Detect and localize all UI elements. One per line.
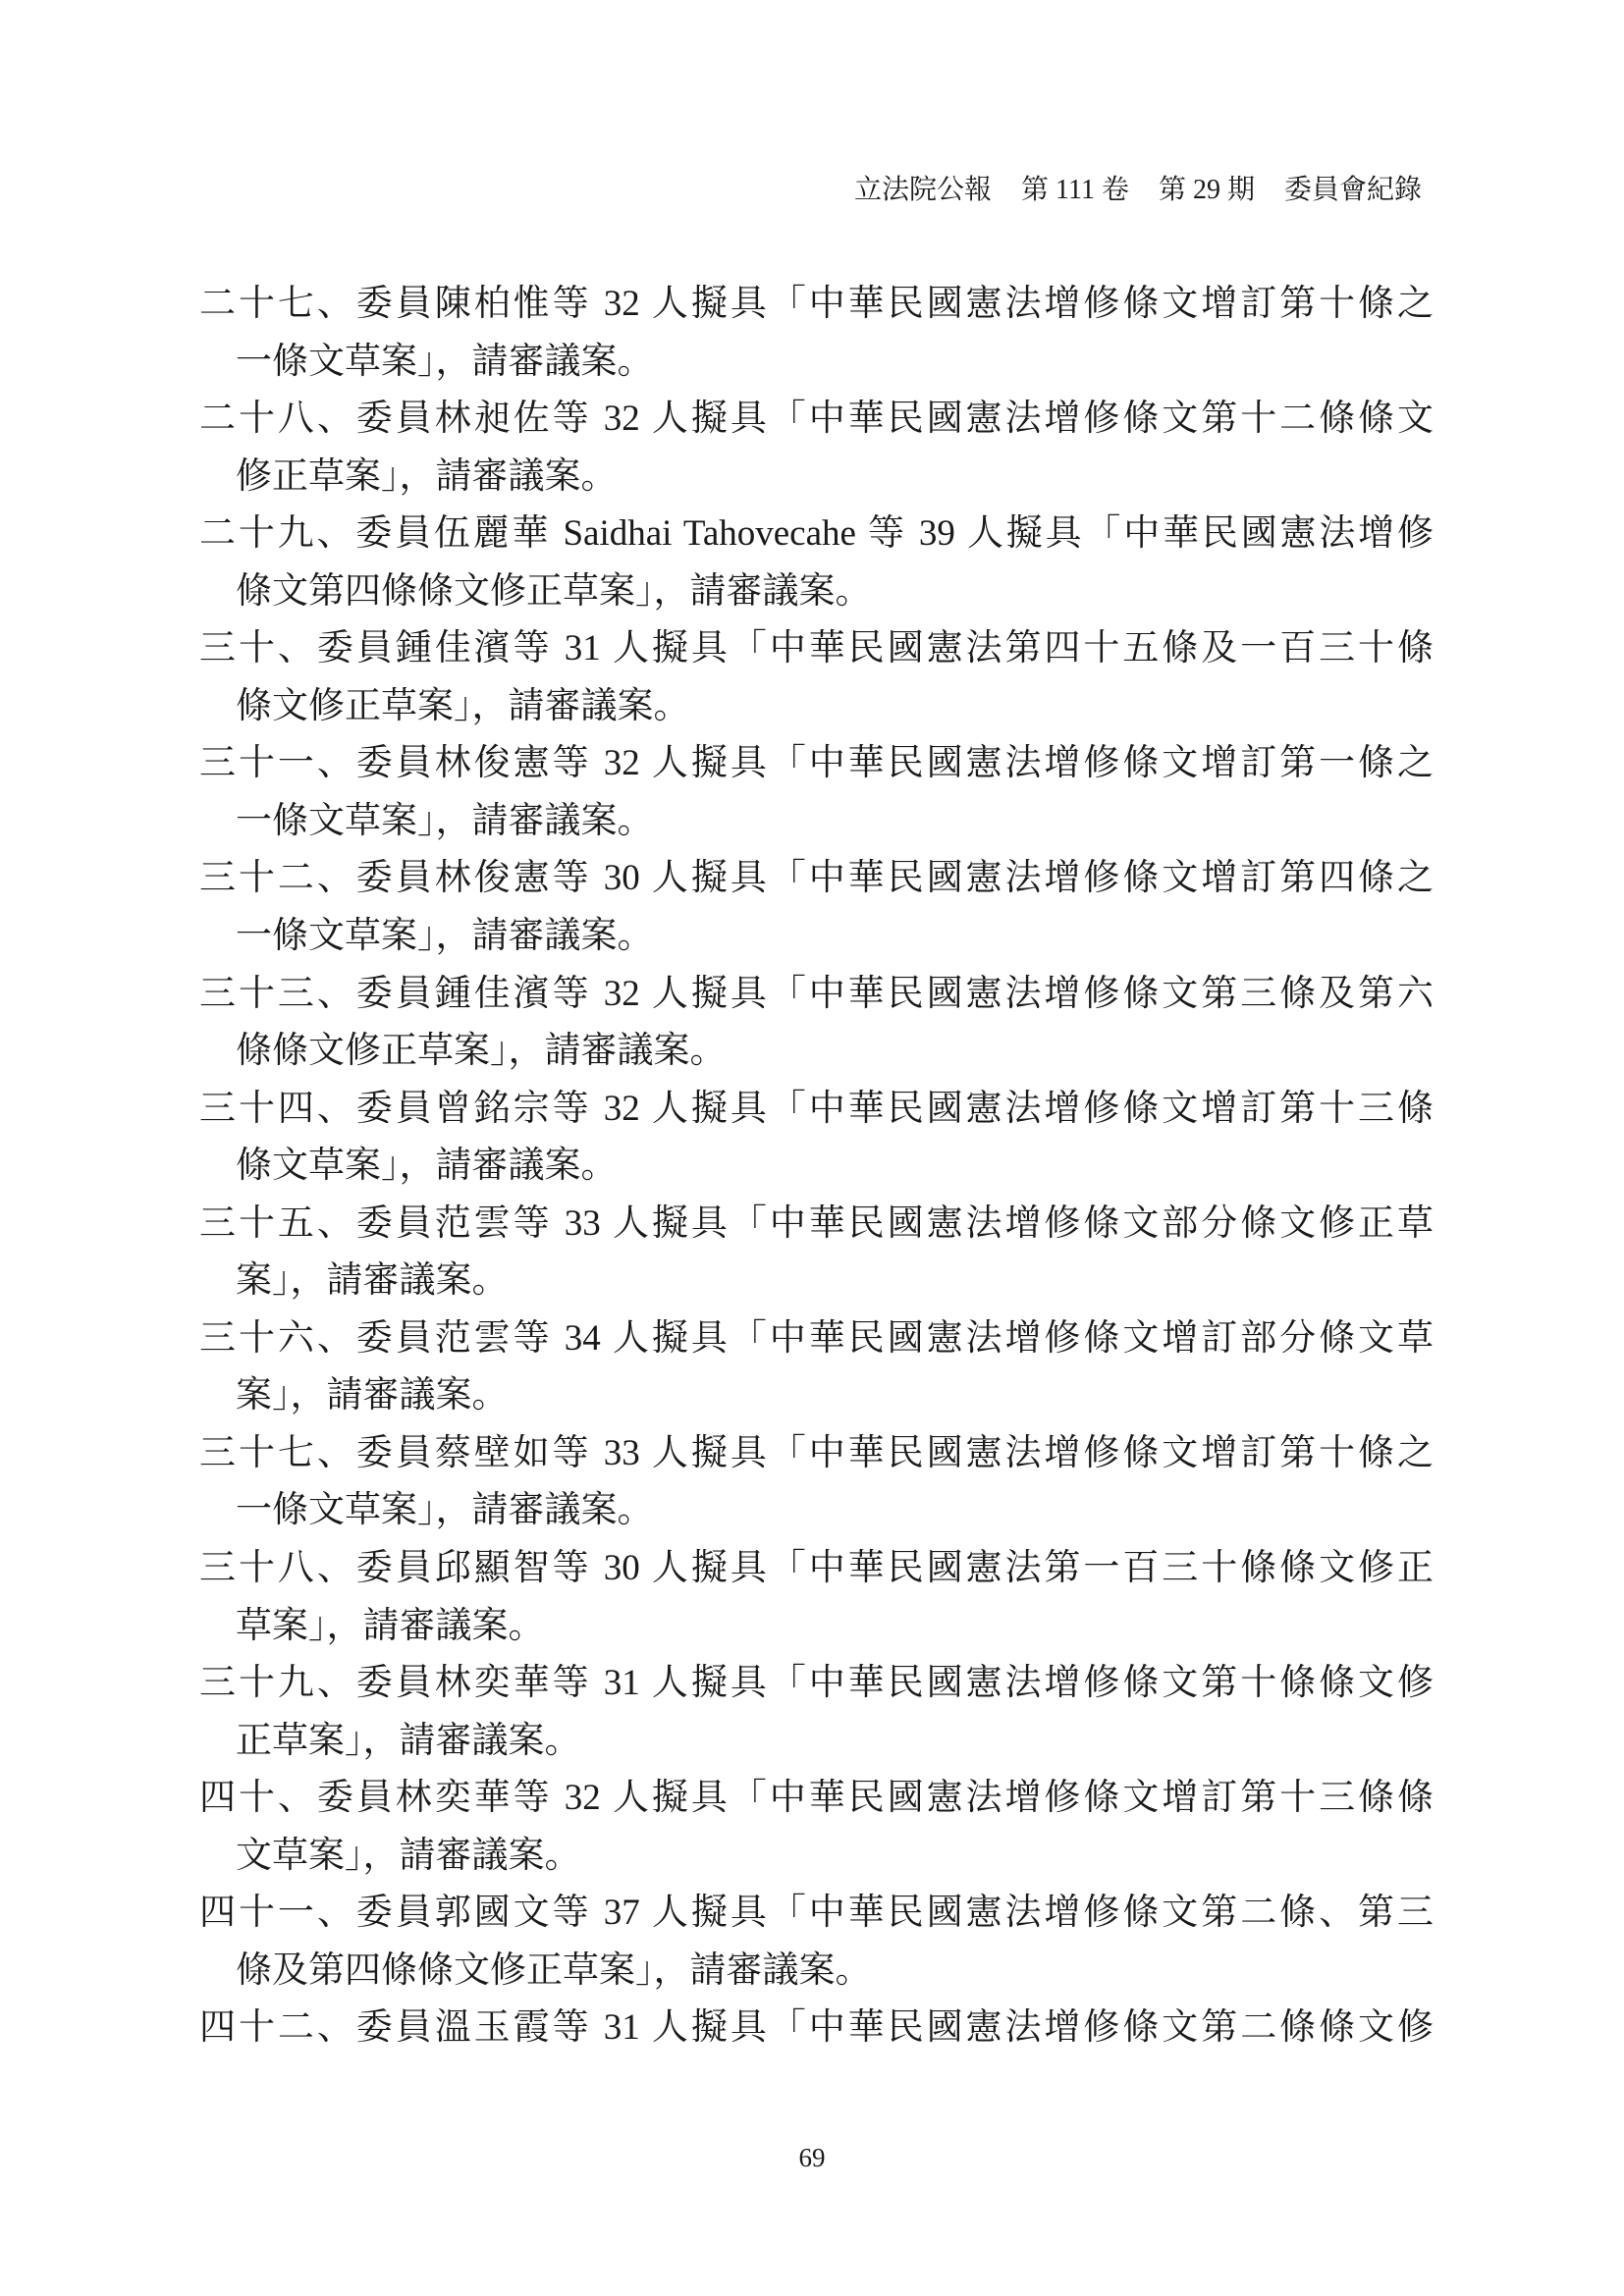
agenda-item-continuation: 條文第四條條文修正草案」，請審議案。 — [236, 570, 872, 612]
agenda-item — [199, 1425, 1434, 1540]
agenda-item — [199, 506, 1434, 620]
agenda-item-text: 三十二、委員林俊憲等 30 人擬具「中華民國憲法增修條文增訂第四條之 — [199, 858, 1434, 899]
running-header — [854, 173, 1422, 208]
agenda-item-text: 二十七、委員陳柏惟等 32 人擬具「中華民國憲法增修條文增訂第十條之 — [199, 284, 1434, 324]
section-name: 委員會紀錄 — [1283, 175, 1422, 205]
agenda-item-text: 三十三、委員鍾佳濱等 32 人擬具「中華民國憲法增修條文第三條及第六 — [199, 973, 1434, 1014]
agenda-item-continuation: 草案」，請審議案。 — [236, 1605, 545, 1646]
agenda-item-text: 三十四、委員曾銘宗等 32 人擬具「中華民國憲法增修條文增訂第十三條 — [199, 1088, 1434, 1129]
agenda-item-continuation: 一條文草案」，請審議案。 — [236, 916, 654, 957]
agenda-item-list — [199, 276, 1434, 2057]
agenda-item — [199, 1655, 1434, 1770]
agenda-item — [199, 966, 1434, 1081]
agenda-item-continuation: 條條文修正草案」，請審議案。 — [236, 1031, 727, 1072]
agenda-item-text: 二十八、委員林昶佐等 32 人擬具「中華民國憲法增修條文第十二條條文 — [199, 399, 1434, 440]
page-number: 69 — [798, 2143, 826, 2172]
agenda-item-continuation: 案」，請審議案。 — [236, 1375, 509, 1416]
publication-name: 立法院公報 — [854, 175, 993, 205]
agenda-item-continuation: 條及第四條條文修正草案」，請審議案。 — [236, 1949, 872, 1991]
agenda-item-text: 三十九、委員林奕華等 31 人擬具「中華民國憲法增修條文第十條條文修 — [199, 1663, 1434, 1704]
agenda-item-text: 三十、委員鍾佳濱等 31 人擬具「中華民國憲法第四十五條及一百三十條 — [199, 628, 1434, 669]
agenda-item — [199, 1770, 1434, 1885]
agenda-item-continuation: 一條文草案」，請審議案。 — [236, 1490, 654, 1531]
agenda-item — [199, 1885, 1434, 2000]
agenda-item-continuation: 一條文草案」，請審議案。 — [236, 341, 654, 382]
agenda-item — [199, 735, 1434, 850]
agenda-item-continuation: 案」，請審議案。 — [236, 1260, 509, 1302]
agenda-item-continuation: 文草案」，請審議案。 — [236, 1835, 581, 1876]
agenda-item-continuation: 一條文草案」，請審議案。 — [236, 800, 654, 841]
agenda-item — [199, 1310, 1434, 1425]
issue-number: 第 29 期 — [1158, 175, 1255, 205]
agenda-item — [199, 276, 1434, 391]
agenda-item-text: 三十八、委員邱顯智等 30 人擬具「中華民國憲法第一百三十條條文修正 — [199, 1548, 1434, 1589]
volume-number: 第 111 卷 — [1021, 175, 1129, 205]
agenda-item — [199, 391, 1434, 506]
agenda-item-text: 二十九、委員伍麗華 Saidhai Tahovecahe 等 39 人擬具「中華民國憲法增修 — [199, 513, 1434, 555]
agenda-item-text: 四十、委員林奕華等 32 人擬具「中華民國憲法增修條文增訂第十三條條 — [199, 1778, 1434, 1819]
agenda-item — [199, 1196, 1434, 1310]
agenda-item-continuation: 修正草案」，請審議案。 — [236, 455, 618, 497]
agenda-item-continuation: 正草案」，請審議案。 — [236, 1720, 581, 1761]
agenda-item-continuation: 條文草案」，請審議案。 — [236, 1146, 618, 1187]
agenda-item — [199, 2000, 1434, 2057]
agenda-item — [199, 850, 1434, 965]
agenda-item-text: 四十一、委員郭國文等 37 人擬具「中華民國憲法增修條文第二條、第三 — [199, 1893, 1434, 1934]
agenda-item-text: 三十七、委員蔡壁如等 33 人擬具「中華民國憲法增修條文增訂第十條之 — [199, 1432, 1434, 1473]
agenda-item-text: 三十五、委員范雲等 33 人擬具「中華民國憲法增修條文部分條文修正草 — [199, 1202, 1434, 1244]
agenda-item — [199, 1081, 1434, 1196]
agenda-item — [199, 620, 1434, 735]
agenda-item-text: 三十一、委員林俊憲等 32 人擬具「中華民國憲法增修條文增訂第一條之 — [199, 743, 1434, 784]
agenda-item — [199, 1540, 1434, 1655]
agenda-item-text: 三十六、委員范雲等 34 人擬具「中華民國憲法增修條文增訂部分條文草 — [199, 1317, 1434, 1359]
agenda-item-continuation: 條文修正草案」，請審議案。 — [236, 685, 690, 726]
agenda-item-text: 四十二、委員溫玉霞等 31 人擬具「中華民國憲法增修條文第二條條文修 — [199, 2007, 1434, 2049]
